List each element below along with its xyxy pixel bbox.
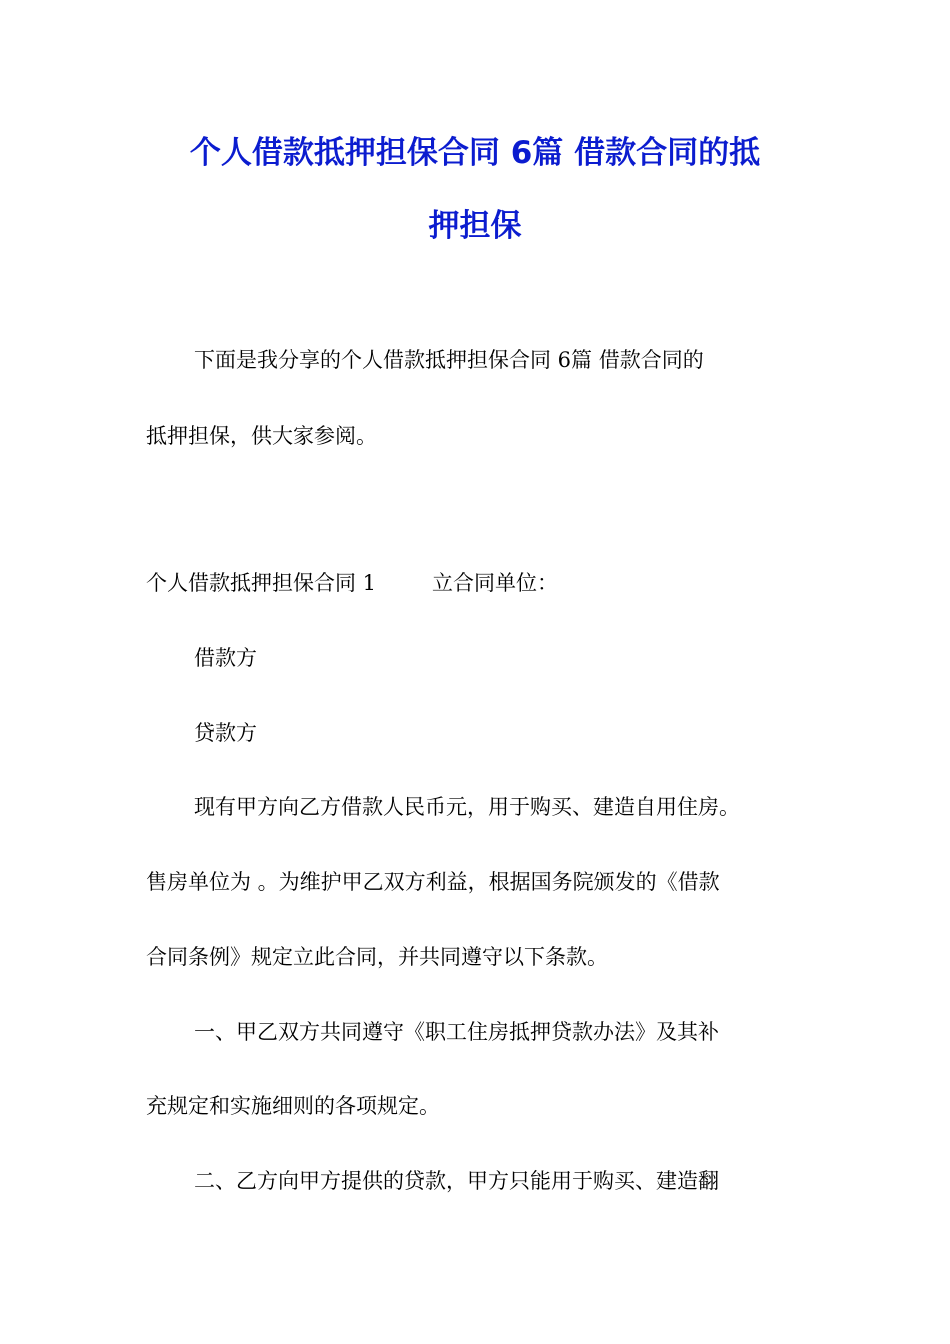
paragraph-1-line-1: 现有甲方向乙方借款人民币元，用于购买、建造自用住房。	[194, 795, 740, 819]
document-title-line-2: 押担保	[428, 208, 522, 244]
clause-1-line-1: 一、甲乙双方共同遵守《职工住房抵押贷款办法》及其补	[194, 1020, 719, 1044]
borrower-label: 借款方	[194, 646, 257, 670]
paragraph-1-line-3: 合同条例》规定立此合同，并共同遵守以下条款。	[146, 945, 608, 969]
section-heading-title: 个人借款抵押担保合同 1	[146, 571, 377, 595]
document-title-line-1: 个人借款抵押担保合同 6篇 借款合同的抵	[189, 135, 761, 171]
intro-line-2: 抵押担保，供大家参阅。	[146, 424, 377, 448]
clause-1-line-2: 充规定和实施细则的各项规定。	[146, 1094, 440, 1118]
section-heading-tail: 立合同单位：	[432, 571, 559, 595]
intro-line-1: 下面是我分享的个人借款抵押担保合同 6篇 借款合同的	[194, 348, 704, 372]
clause-2-line-1: 二、乙方向甲方提供的贷款，甲方只能用于购买、建造翻	[194, 1169, 719, 1193]
lender-label: 贷款方	[194, 721, 257, 745]
paragraph-1-line-2: 售房单位为 。为维护甲乙双方利益，根据国务院颁发的《借款	[146, 870, 720, 894]
section-heading	[146, 568, 558, 598]
